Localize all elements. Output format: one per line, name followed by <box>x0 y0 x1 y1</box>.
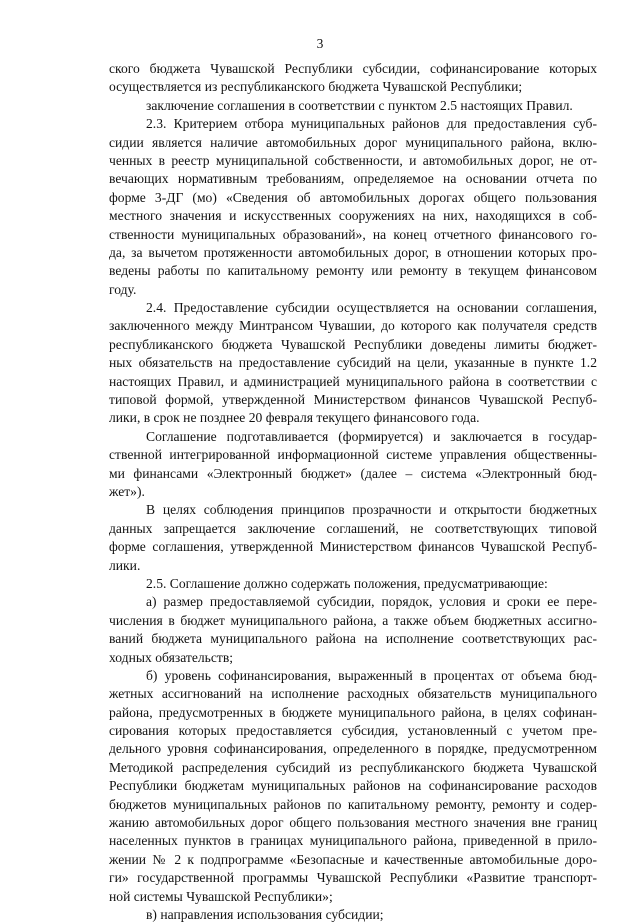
text-line: местного значения и искусственных сооружениях на них, находящихся в соб- <box>109 208 597 224</box>
text-line: году. <box>109 281 137 297</box>
text-line: числения в бюджет муниципального района, а также объем бюджетных ассигно- <box>109 612 597 628</box>
text-line: вечающих нормативным требованиям, определяемое на основании отчета по <box>109 171 597 187</box>
text-line: ми финансами «Электронный бюджет» (далее – система «Электронный бюд- <box>109 465 597 481</box>
text-line: ственной интегрированной информационной системе управления общественны- <box>109 447 597 463</box>
text-line: осуществляется из республиканского бюджета Чувашской Республики; <box>109 79 523 95</box>
page-number: 3 <box>316 36 324 51</box>
text-line: 2.3. Критерием отбора муниципальных районов для предоставления суб- <box>146 116 597 132</box>
text-line: 2.4. Предоставление субсидии осуществляется на основании соглашения, <box>146 300 597 316</box>
text-line: Соглашение подготавливается (формируется) и заключается в государ- <box>146 428 597 444</box>
text-line: 2.5. Соглашение должно содержать положения, предусматривающие: <box>146 575 548 591</box>
text-line: заключенного между Минтрансом Чувашии, до которого как получателя средств <box>109 318 597 334</box>
text-line: жанию автомобильных дорог общего пользования местного значения вне границ <box>109 815 597 831</box>
text-line: бюджетов муниципальных районов по капитальному ремонту, ремонту и содер- <box>109 796 597 812</box>
text-line: а) размер предоставляемой субсидии, порядок, условия и сроки ее пере- <box>146 594 597 610</box>
text-line: заключение соглашения в соответствии с пунктом 2.5 настоящих Правил. <box>146 97 573 113</box>
text-line: жетных ассигнований на исполнение расходных обязательств муниципального <box>109 686 597 702</box>
text-line: лики. <box>109 557 141 573</box>
text-line: республиканского бюджета Чувашской Республики доведены лимиты бюджет- <box>109 336 597 352</box>
text-line: типовой формой, утвержденной Министерством финансов Чувашской Респуб- <box>109 392 597 408</box>
text-line: настоящих Правил, и администрацией муниципального района в соответствии с <box>109 373 597 389</box>
text-line: ского бюджета Чувашской Республики субсидии, софинансирование которых <box>109 61 597 76</box>
text-line: лики, в срок не позднее 20 февраля текущего финансового года. <box>109 410 480 426</box>
text-line: форме 3-ДГ (мо) «Сведения об автомобильных дорогах общего пользования <box>109 189 597 205</box>
text-line: В целях соблюдения принципов прозрачности и открытости бюджетных <box>146 502 597 518</box>
text-line: ведены работы по капитальному ремонту или ремонту в текущем финансовом <box>109 263 597 279</box>
text-line: в) направления использования субсидии; <box>146 906 384 922</box>
text-line: жении № 2 к подпрограмме «Безопасные и качественные автомобильные доро- <box>109 851 597 867</box>
text-line: сирования которых предоставляется субсидия, установленный с учетом пре- <box>109 723 597 739</box>
text-line: дельного уровня софинансирования, определенного в порядке, предусмотренном <box>109 741 597 757</box>
text-line: Методикой распределения субсидий из республиканского бюджета Чувашской <box>109 759 597 775</box>
text-line: ваний бюджета муниципального района на исполнение соответствующих рас- <box>109 631 597 647</box>
text-line: ченных в реестр муниципальной собственности, и автомобильных дорог, не от- <box>109 152 597 168</box>
text-line: ственности муниципальных образований», на конец отчетного финансового го- <box>109 226 597 242</box>
document-body <box>109 60 597 924</box>
text-line: данных запрещается заключение соглашений, не соответствующих типовой <box>109 520 597 536</box>
text-line: сидии является наличие автомобильных дорог муниципального района, вклю- <box>109 134 597 150</box>
text-line: Республики бюджетам муниципальных районов на софинансирование расходов <box>109 778 597 794</box>
text-line: населенных пунктов в границах муниципального района, приведенной в прило- <box>109 833 597 849</box>
text-line: ной системы Чувашской Республики»; <box>109 888 333 904</box>
text-line: форме соглашения, утвержденной Министерством финансов Чувашской Респуб- <box>109 539 597 555</box>
text-line: ных обязательств на предоставление субсидий на цели, указанные в пункте 1.2 <box>109 355 597 371</box>
text-line: да, за вычетом протяженности автомобильных дорог, в отношении которых про- <box>109 244 597 260</box>
text-line: жет»). <box>109 483 145 499</box>
text-line: ходных обязательств; <box>109 649 234 665</box>
text-line: района, предусмотренных в бюджете муниципального района, в целях софинан- <box>109 704 597 720</box>
text-line: ги» государственной программы Чувашской Республики «Развитие транспорт- <box>109 870 597 886</box>
text-line: б) уровень софинансирования, выраженный в процентах от объема бюд- <box>146 667 597 683</box>
